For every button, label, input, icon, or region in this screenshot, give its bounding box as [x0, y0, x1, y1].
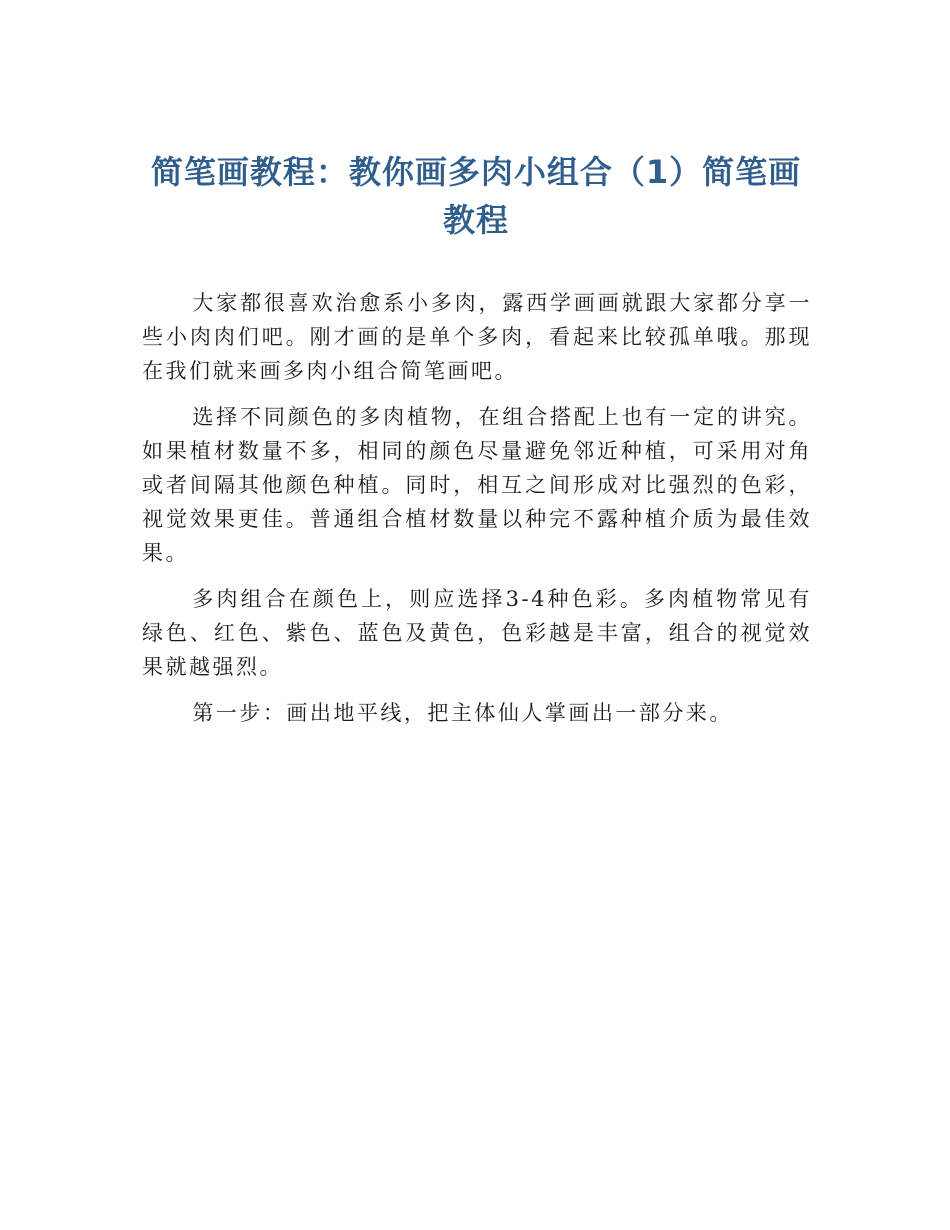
- paragraph-color-selection: 选择不同颜色的多肉植物，在组合搭配上也有一定的讲究。如果植材数量不多，相同的颜色尽量避免邻近种植，可采用对角或者间隔其他颜色种植。同时，相互之间形成对比强烈的色彩，视觉效果更佳。普通组合植材数量以种完不露种植介质为最佳效果。: [142, 405, 812, 565]
- document-body: [142, 286, 812, 742]
- paragraph-intro: 大家都很喜欢治愈系小多肉，露西学画画就跟大家都分享一些小肉肉们吧。刚才画的是单个多肉，看起来比较孤单哦。那现在我们就来画多肉小组合简笔画吧。: [142, 291, 812, 383]
- document-title: 简笔画教程：教你画多肉小组合（1）简笔画教程: [150, 153, 802, 239]
- paragraph-color-count: 多肉组合在颜色上，则应选择3-4种色彩。多肉植物常见有绿色、红色、紫色、蓝色及黄色，色彩越是丰富，组合的视觉效果就越强烈。: [142, 587, 812, 679]
- paragraph-step-one: 第一步：画出地平线，把主体仙人掌画出一部分来。: [192, 701, 733, 725]
